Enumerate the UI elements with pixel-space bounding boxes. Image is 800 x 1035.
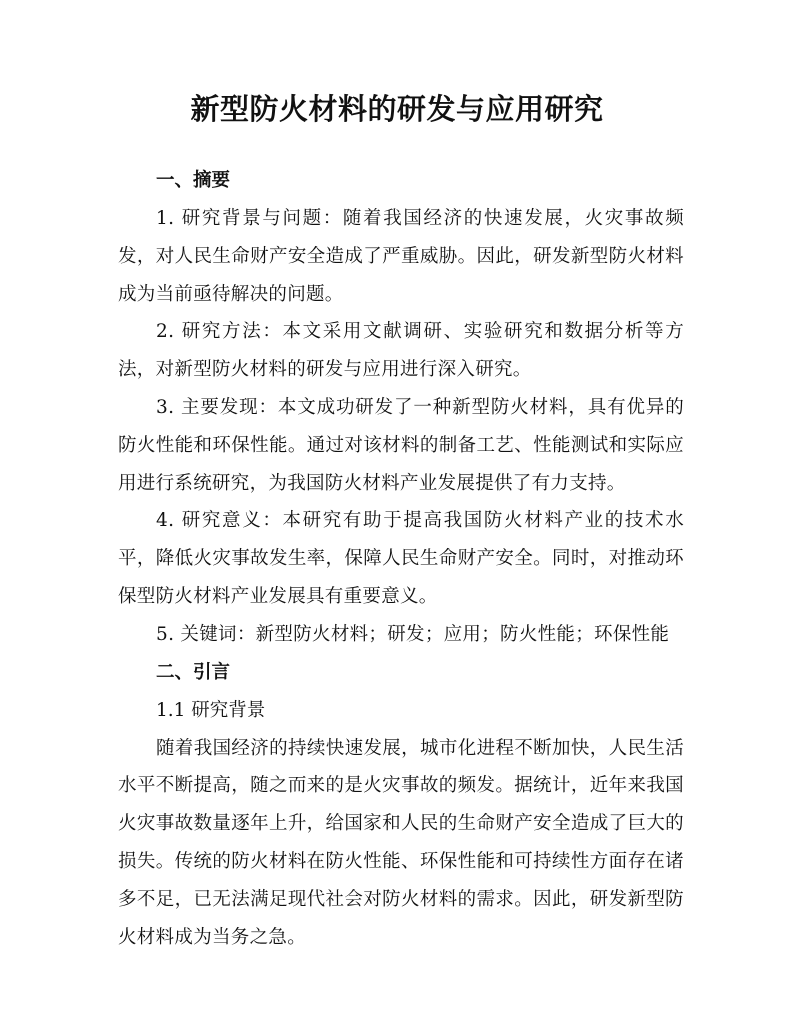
- subsection-heading-background: 1.1 研究背景: [156, 699, 266, 721]
- document-title: 新型防火材料的研发与应用研究: [190, 92, 604, 126]
- document-page: [118, 88, 684, 956]
- abstract-item-background: 1. 研究背景与问题：随着我国经济的快速发展，火灾事故频发，对人民生命财产安全造成了严重威胁。因此，研发新型防火材料成为当前亟待解决的问题。: [118, 208, 684, 305]
- abstract-item-significance: 4. 研究意义：本研究有助于提高我国防火材料产业的技术水平，降低火灾事故发生率，保障人民生命财产安全。同时，对推动环保型防火材料产业发展具有重要意义。: [118, 510, 684, 607]
- section-heading-introduction: 二、引言: [156, 661, 231, 683]
- section-heading-abstract: 一、摘要: [156, 170, 231, 191]
- abstract-item-methods: 2. 研究方法：本文采用文献调研、实验研究和数据分析等方法，对新型防火材料的研发与应用进行深入研究。: [118, 321, 684, 381]
- abstract-item-findings: 3. 主要发现：本文成功研发了一种新型防火材料，具有优异的防火性能和环保性能。通过对该材料的制备工艺、性能测试和实际应用进行系统研究，为我国防火材料产业发展提供了有力支持。: [118, 396, 684, 494]
- introduction-paragraph: 随着我国经济的持续快速发展，城市化进程不断加快，人民生活水平不断提高，随之而来的是火灾事故的频发。据统计，近年来我国火灾事故数量逐年上升，给国家和人民的生命财产安全造成了巨大的损失。传统的防火材料在防火性能、环保性能和可持续性方面存在诸多不足，已无法满足现代社会对防火材料的需求。因此，研发新型防火材料成为当务之急。: [118, 737, 684, 948]
- abstract-item-keywords: 5. 关键词：新型防火材料；研发；应用；防火性能；环保性能: [156, 623, 670, 645]
